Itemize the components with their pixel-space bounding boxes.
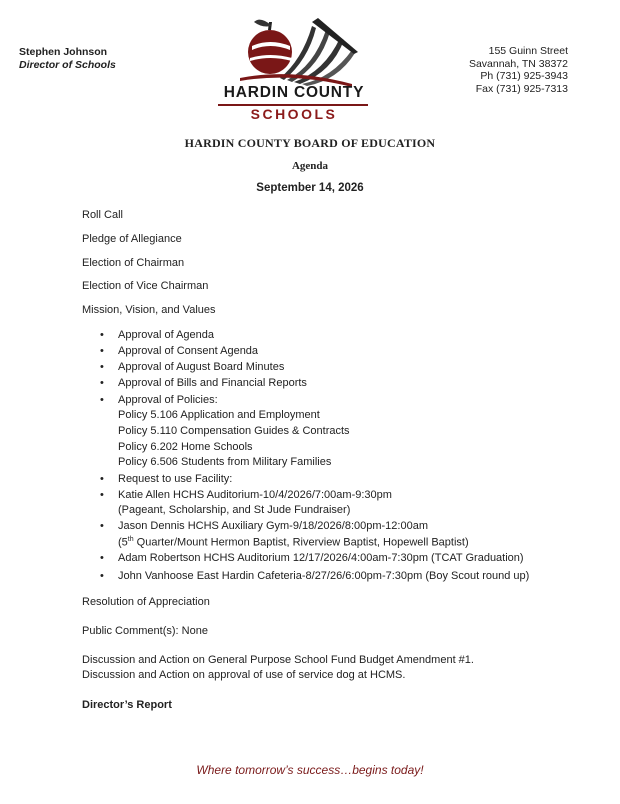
phone-number: Ph (731) 925-3943 — [480, 70, 568, 82]
bullet-item: Approval of Bills and Financial Reports — [118, 377, 307, 389]
ordinal-suffix: th — [127, 536, 134, 543]
bullet-icon: • — [100, 329, 104, 341]
agenda-heading: Agenda — [291, 160, 329, 172]
bullet-item: Adam Robertson HCHS Auditorium 12/17/2026/4:00am-7:30pm (TCAT Graduation) — [118, 552, 524, 564]
board-title: HARDIN COUNTY BOARD OF EDUCATION — [184, 136, 436, 150]
bullet-item: Request to use Facility: — [118, 473, 233, 485]
footer-slogan: Where tomorrow’s success…begins today! — [196, 763, 424, 777]
bullet-icon: • — [100, 520, 104, 532]
address-city: Savannah, TN 38372 — [468, 57, 568, 70]
agenda-item: Public Comment(s): None — [82, 625, 208, 637]
apple-book-icon — [212, 8, 377, 88]
agenda-item: Discussion and Action on approval of use of service dog at HCMS. — [82, 669, 406, 681]
bullet-icon: • — [100, 473, 104, 485]
agenda-item: Pledge of Allegiance — [82, 233, 182, 245]
logo-subtitle: SCHOOLS — [250, 106, 338, 122]
bullet-icon: • — [100, 345, 104, 357]
director-block — [19, 46, 116, 72]
agenda-item: Election of Chairman — [82, 257, 185, 269]
address-street: 155 Guinn Street — [488, 45, 568, 57]
policy-item: Policy 6.506 Students from Military Families — [118, 456, 332, 468]
agenda-item: Mission, Vision, and Values — [82, 304, 216, 316]
bullet-item: Approval of August Board Minutes — [118, 361, 285, 373]
bullet-icon: • — [100, 489, 104, 501]
agenda-item: Roll Call — [82, 209, 123, 221]
facility-note: (5th Quarter/Mount Hermon Baptist, Riverview Baptist, Hopewell Baptist) — [118, 536, 469, 549]
facility-note: (Pageant, Scholarship, and St Jude Fundraiser) — [118, 504, 351, 516]
meeting-date: September 14, 2026 — [256, 182, 364, 194]
agenda-item: Discussion and Action on General Purpose School Fund Budget Amendment #1. — [82, 654, 474, 666]
bullet-item: Jason Dennis HCHS Auxiliary Gym-9/18/2026/8:00pm-12:00am — [118, 520, 428, 532]
fax-number: Fax (731) 925-7313 — [475, 82, 568, 95]
directors-report: Director’s Report — [82, 699, 172, 711]
bullet-item: Approval of Consent Agenda — [118, 345, 259, 357]
agenda-item: Election of Vice Chairman — [82, 280, 209, 292]
bullet-icon: • — [100, 394, 104, 406]
bullet-item: Katie Allen HCHS Auditorium-10/4/2026/7:00am-9:30pm — [118, 489, 392, 501]
bullet-item: Approval of Agenda — [118, 329, 215, 341]
bullet-icon: • — [100, 570, 104, 582]
address-block — [469, 45, 568, 95]
policy-item: Policy 6.202 Home Schools — [118, 441, 253, 453]
bullet-icon: • — [100, 552, 104, 564]
bullet-item: Approval of Policies: — [118, 394, 218, 406]
policy-item: Policy 5.106 Application and Employment — [118, 409, 320, 421]
bullet-item: John Vanhoose East Hardin Cafeteria-8/27/26/6:00pm-7:30pm (Boy Scout round up) — [118, 570, 530, 582]
policy-item: Policy 5.110 Compensation Guides & Contracts — [118, 425, 350, 437]
director-title: Director of Schools — [19, 59, 116, 71]
bullet-icon: • — [100, 377, 104, 389]
agenda-item: Resolution of Appreciation — [82, 596, 210, 608]
bullet-icon: • — [100, 361, 104, 373]
director-name: Stephen Johnson — [19, 46, 108, 58]
school-logo — [212, 8, 377, 122]
logo-title: HARDIN COUNTY — [223, 84, 365, 101]
